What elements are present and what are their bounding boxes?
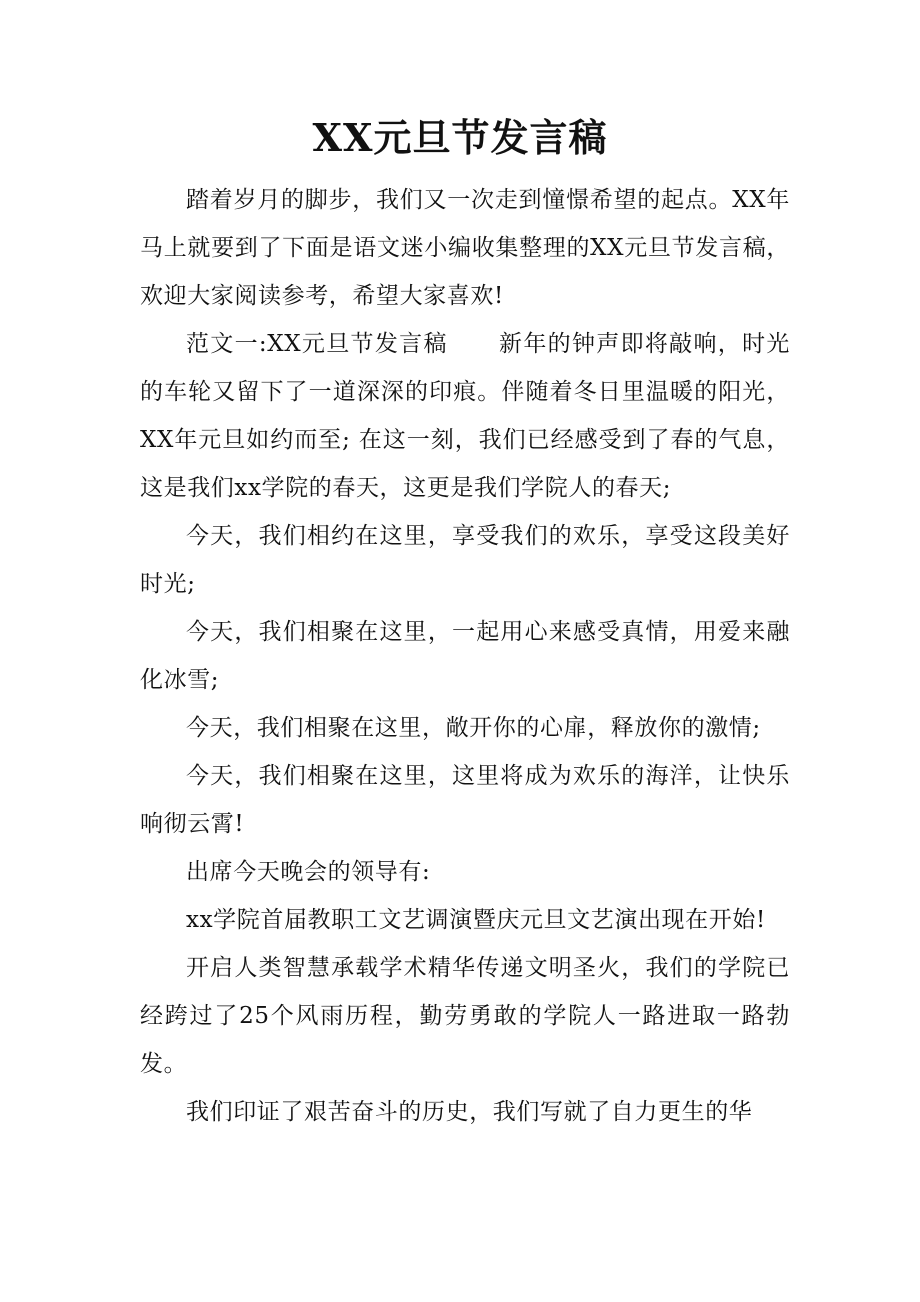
intro-paragraph: 踏着岁月的脚步，我们又一次走到憧憬希望的起点。XX年马上就要到了下面是语文迷小编收集整理的XX元旦节发言稿，欢迎大家阅读参考，希望大家喜欢! — [140, 187, 790, 309]
paragraph-performance: xx学院首届教职工文艺调演暨庆元旦文艺演出现在开始! — [186, 907, 766, 933]
paragraph-today-feel: 今天，我们相聚在这里，一起用心来感受真情，用爱来融化冰雪; — [140, 619, 790, 693]
sample-heading: 范文一:XX元旦节发言稿 — [186, 331, 448, 357]
paragraph-today-joy: 今天，我们相聚在这里，这里将成为欢乐的海洋，让快乐响彻云霄! — [140, 763, 790, 837]
paragraph-leaders: 出席今天晚会的领导有: — [186, 859, 431, 885]
paragraph-struggle: 我们印证了艰苦奋斗的历史，我们写就了自力更生的华 — [186, 1099, 753, 1125]
paragraph-today-open: 今天，我们相聚在这里，敞开你的心扉，释放你的激情; — [186, 715, 761, 741]
document-body — [140, 176, 790, 1136]
sample-paragraph — [140, 320, 790, 512]
paragraph-today-gather: 今天，我们相约在这里，享受我们的欢乐，享受这段美好时光; — [140, 523, 790, 597]
paragraph-history: 开启人类智慧承载学术精华传递文明圣火，我们的学院已经跨过了25个风雨历程，勤劳勇敢的学院人一路进取一路勃发。 — [140, 955, 790, 1077]
sample-text: 新年的钟声即将敲响，时光的车轮又留下了一道深深的印痕。伴随着冬日里温暖的阳光，XX年元旦如约而至; 在这一刻，我们已经感受到了春的气息，这是我们xx学院的春天，这更是我们学院人的春天; — [140, 331, 790, 501]
document-title: XX元旦节发言稿 — [312, 115, 608, 160]
